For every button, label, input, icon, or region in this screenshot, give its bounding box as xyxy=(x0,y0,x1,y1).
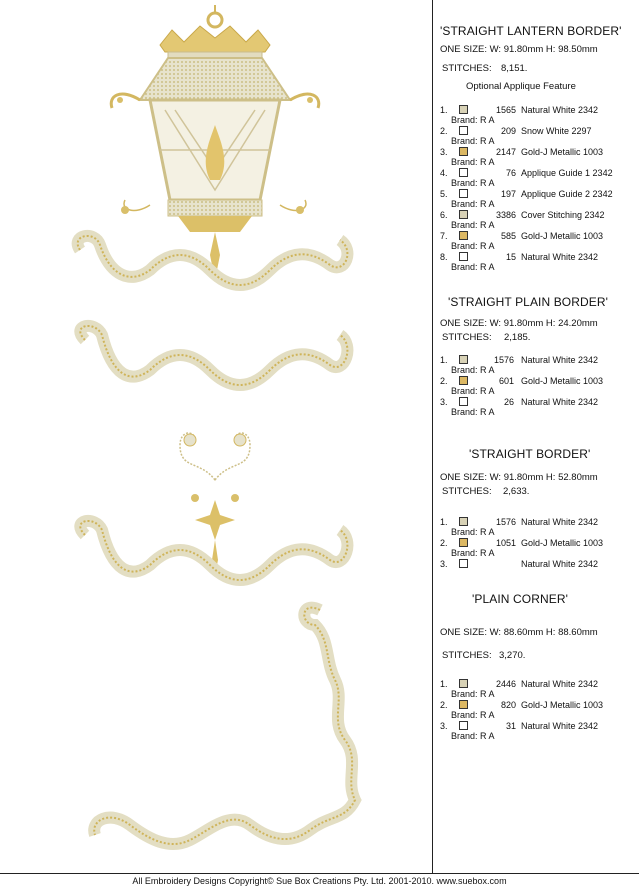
stitches-label: STITCHES: xyxy=(442,63,492,74)
thread-brand: Brand: R A xyxy=(451,689,495,699)
thread-number: 4. xyxy=(440,168,448,178)
thread-number: 3. xyxy=(440,147,448,157)
thread-name: Gold-J Metallic 1003 xyxy=(521,231,604,241)
section-title: 'STRAIGHT PLAIN BORDER' xyxy=(448,295,609,309)
thread-name: Natural White 2342 xyxy=(521,721,599,731)
thread-name: Cover Stitching 2342 xyxy=(521,210,605,220)
column-divider xyxy=(432,0,433,873)
thread-brand: Brand: R A xyxy=(451,386,495,396)
thread-name: Natural White 2342 xyxy=(521,517,599,527)
color-swatch xyxy=(459,147,468,156)
thread-name: Gold-J Metallic 1003 xyxy=(521,147,604,157)
stitch-count: 1576 xyxy=(493,355,514,365)
stitch-count: 1051 xyxy=(495,538,516,548)
stitches-value: 8,151. xyxy=(501,63,528,74)
thread-number: 2. xyxy=(440,126,448,136)
stitch-count: 209 xyxy=(500,126,516,136)
stitch-count: 1576 xyxy=(495,517,516,527)
color-swatch xyxy=(459,105,468,114)
thread-brand: Brand: R A xyxy=(451,136,495,146)
lantern-illustration xyxy=(111,5,319,280)
color-swatch xyxy=(459,189,468,198)
thread-brand: Brand: R A xyxy=(451,178,495,188)
thread-name: Natural White 2342 xyxy=(521,397,599,407)
thread-number: 7. xyxy=(440,231,448,241)
stitches-value: 2,633. xyxy=(503,486,530,497)
stitches-value: 2,185. xyxy=(504,332,531,343)
thread-brand: Brand: R A xyxy=(451,199,495,209)
thread-brand: Brand: R A xyxy=(451,241,495,251)
plain-border-scallop xyxy=(80,326,347,385)
thread-name: Applique Guide 2 2342 xyxy=(521,189,613,199)
thread-name: Gold-J Metallic 1003 xyxy=(521,538,604,548)
stitches-label: STITCHES: xyxy=(442,650,492,661)
stitch-count: 820 xyxy=(500,700,516,710)
thread-number: 5. xyxy=(440,189,448,199)
thread-number: 3. xyxy=(440,721,448,731)
stitch-count: 26 xyxy=(503,397,514,407)
color-swatch xyxy=(459,700,468,709)
thread-name: Gold-J Metallic 1003 xyxy=(521,376,604,386)
color-swatch xyxy=(459,231,468,240)
thread-number: 3. xyxy=(440,559,448,569)
stitch-count: 76 xyxy=(505,168,516,178)
stitches-label: STITCHES: xyxy=(442,486,492,497)
thread-brand: Brand: R A xyxy=(451,548,495,558)
thread-name: Natural White 2342 xyxy=(521,252,599,262)
color-swatch xyxy=(459,517,468,526)
copyright-footer: All Embroidery Designs Copyright© Sue Box Creations Pty. Ltd. 2001-2010. www.suebox.com xyxy=(132,876,507,886)
thread-brand: Brand: R A xyxy=(451,220,495,230)
thread-name: Natural White 2342 xyxy=(521,355,599,365)
section-title: 'STRAIGHT LANTERN BORDER' xyxy=(440,24,622,38)
section-title: 'STRAIGHT BORDER' xyxy=(469,447,591,461)
stitch-count: 585 xyxy=(500,231,516,241)
thread-name: Natural White 2342 xyxy=(521,559,599,569)
size-info: ONE SIZE: W: 88.60mm H: 88.60mm xyxy=(440,627,598,638)
thread-name: Gold-J Metallic 1003 xyxy=(521,700,604,710)
stitch-count: 15 xyxy=(505,252,516,262)
thread-brand: Brand: R A xyxy=(451,157,495,167)
thread-brand: Brand: R A xyxy=(451,710,495,720)
thread-brand: Brand: R A xyxy=(451,115,495,125)
footer-rule xyxy=(0,873,639,874)
section-title: 'PLAIN CORNER' xyxy=(472,592,568,606)
stitches-label: STITCHES: xyxy=(442,332,492,343)
thread-number: 1. xyxy=(440,105,448,115)
stitch-count: 3386 xyxy=(495,210,516,220)
thread-number: 2. xyxy=(440,376,448,386)
thread-brand: Brand: R A xyxy=(451,731,495,741)
plain-corner-illustration xyxy=(94,608,355,844)
stitch-count: 2446 xyxy=(495,679,516,689)
color-swatch xyxy=(459,538,468,547)
stitches-value: 3,270. xyxy=(499,650,526,661)
color-swatch xyxy=(459,559,468,568)
thread-name: Applique Guide 1 2342 xyxy=(521,168,613,178)
thread-number: 6. xyxy=(440,210,448,220)
color-swatch xyxy=(459,126,468,135)
thread-name: Natural White 2342 xyxy=(521,105,599,115)
color-swatch xyxy=(459,252,468,261)
stitch-count: 601 xyxy=(498,376,514,386)
thread-number: 2. xyxy=(440,700,448,710)
straight-border-illustration xyxy=(80,433,347,580)
thread-name: Snow White 2297 xyxy=(521,126,592,136)
color-swatch xyxy=(459,376,468,385)
thread-brand: Brand: R A xyxy=(451,262,495,272)
color-swatch xyxy=(459,168,468,177)
thread-brand: Brand: R A xyxy=(451,527,495,537)
stitch-count: 1565 xyxy=(495,105,516,115)
thread-number: 1. xyxy=(440,679,448,689)
size-info: ONE SIZE: W: 91.80mm H: 98.50mm xyxy=(440,44,598,55)
color-swatch xyxy=(459,397,468,406)
color-swatch xyxy=(459,721,468,730)
size-info: ONE SIZE: W: 91.80mm H: 24.20mm xyxy=(440,318,598,329)
thread-number: 1. xyxy=(440,517,448,527)
size-info: ONE SIZE: W: 91.80mm H: 52.80mm xyxy=(440,472,598,483)
thread-number: 1. xyxy=(440,355,448,365)
color-swatch xyxy=(459,210,468,219)
thread-number: 2. xyxy=(440,538,448,548)
stitch-count: 197 xyxy=(500,189,516,199)
color-swatch xyxy=(459,679,468,688)
thread-brand: Brand: R A xyxy=(451,407,495,417)
stitch-count: 2147 xyxy=(495,147,516,157)
applique-note: Optional Applique Feature xyxy=(466,81,576,92)
color-swatch xyxy=(459,355,468,364)
thread-name: Natural White 2342 xyxy=(521,679,599,689)
thread-number: 8. xyxy=(440,252,448,262)
thread-brand: Brand: R A xyxy=(451,365,495,375)
stitch-count: 31 xyxy=(505,721,516,731)
thread-number: 3. xyxy=(440,397,448,407)
